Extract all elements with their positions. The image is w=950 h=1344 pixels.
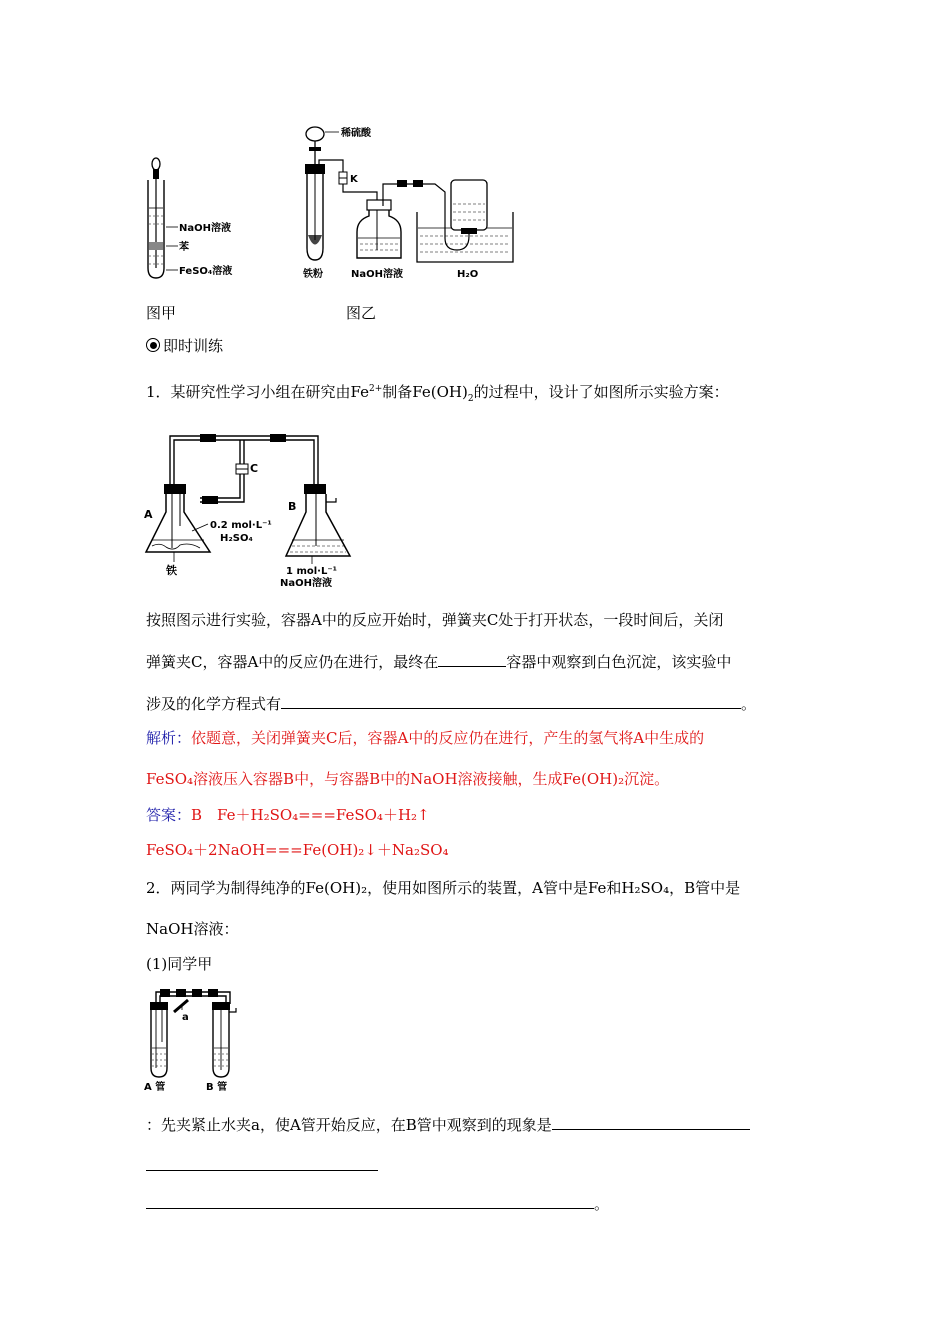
q1-para-line3: 涉及的化学方程式有 。 <box>146 695 757 713</box>
fig-q1-label-b: B <box>288 500 297 513</box>
target-bullet-icon <box>146 338 160 352</box>
q2-last-line: 。 <box>146 1193 609 1214</box>
figure-jia <box>140 150 250 285</box>
fig-q1-label-a: A <box>144 508 153 521</box>
analysis-text-1: 依题意，关闭弹簧夹C后，容器A中的反应仍在进行，产生的氢气将A中生成的 <box>191 729 705 747</box>
fig-q2-label-b-tube: B 管 <box>206 1082 228 1092</box>
section-title: 即时训练 <box>163 337 224 355</box>
fig-yi-label-naoh: NaOH溶液 <box>351 269 403 280</box>
fig-q1-label-h2so4-conc: 0.2 mol·L⁻¹ <box>210 520 272 531</box>
figure-q1-apparatus <box>140 428 360 588</box>
fig-q1-label-iron: 铁 <box>166 564 177 577</box>
q2-blank-2[interactable] <box>146 1170 378 1171</box>
caption-yi: 图乙 <box>346 304 377 322</box>
q1-para-line2: 弹簧夹C，容器A中的反应仍在进行，最终在 容器中观察到白色沉淀，该实验中 <box>146 653 732 671</box>
answer-label: 答案： <box>146 806 192 824</box>
q2-stem-line1: 2．两同学为制得纯净的Fe(OH)₂，使用如图所示的装置，A管中是Fe和H₂SO₄，B管中是 <box>146 879 741 897</box>
q1-blank-container[interactable] <box>438 652 506 667</box>
fig-q1-label-naoh: NaOH溶液 <box>280 578 332 588</box>
fig-yi-label-k: K <box>350 174 358 185</box>
fig-jia-label-naoh: NaOH溶液 <box>179 223 231 234</box>
fig-q1-label-c: C <box>250 462 259 475</box>
fig-q1-label-h2so4: H₂SO₄ <box>220 533 253 544</box>
fig-jia-label-benzene: 苯 <box>179 242 189 253</box>
figure-q2-tubes <box>140 982 250 1092</box>
fig-yi-label-water: H₂O <box>457 269 479 280</box>
fig-q2-label-a: a <box>182 1012 189 1023</box>
q1-para-line1: 按照图示进行实验，容器A中的反应开始时，弹簧夹C处于打开状态，一段时间后，关闭 <box>146 611 724 629</box>
section-heading <box>146 335 223 356</box>
figure-yi <box>295 120 520 285</box>
q2-stem-line2: NaOH溶液： <box>146 920 239 938</box>
q1-stem: 1．某研究性学习小组在研究由$Fe^{2+}$制备$Fe(OH)_2$的过程中，设计了如图所示实验方案： <box>146 383 729 404</box>
fig-jia-label-feso4: FeSO₄溶液 <box>179 266 233 277</box>
q1-answer-line2: FeSO₄＋2NaOH===Fe(OH)₂↓＋Na₂SO₄ <box>146 841 449 859</box>
analysis-label: 解析： <box>146 729 192 747</box>
q2-blank-1[interactable] <box>552 1115 750 1130</box>
fig-yi-label-iron: 铁粉 <box>303 269 323 280</box>
q1-analysis-line2: FeSO₄溶液压入容器B中，与容器B中的NaOH溶液接触，生成Fe(OH)₂沉淀。 <box>146 770 670 788</box>
answer-text-1: B Fe＋H₂SO₄===FeSO₄＋H₂↑ <box>191 806 430 824</box>
fig-q1-label-naoh-conc: 1 mol·L⁻¹ <box>286 566 337 577</box>
caption-jia: 图甲 <box>146 304 177 322</box>
q2-blank-3[interactable] <box>146 1194 594 1209</box>
q1-answer-line1 <box>146 804 430 825</box>
q2-question-line: ：先夹紧止水夹a，使A管开始反应，在B管中观察到的现象是 <box>146 1114 750 1135</box>
q1-blank-equations[interactable] <box>281 694 741 709</box>
fig-yi-label-acid: 稀硫酸 <box>341 128 371 139</box>
fig-q2-label-a-tube: A 管 <box>144 1082 166 1092</box>
q2-sub1-label: (1)同学甲 <box>146 955 213 973</box>
q1-analysis-line1 <box>146 727 704 748</box>
